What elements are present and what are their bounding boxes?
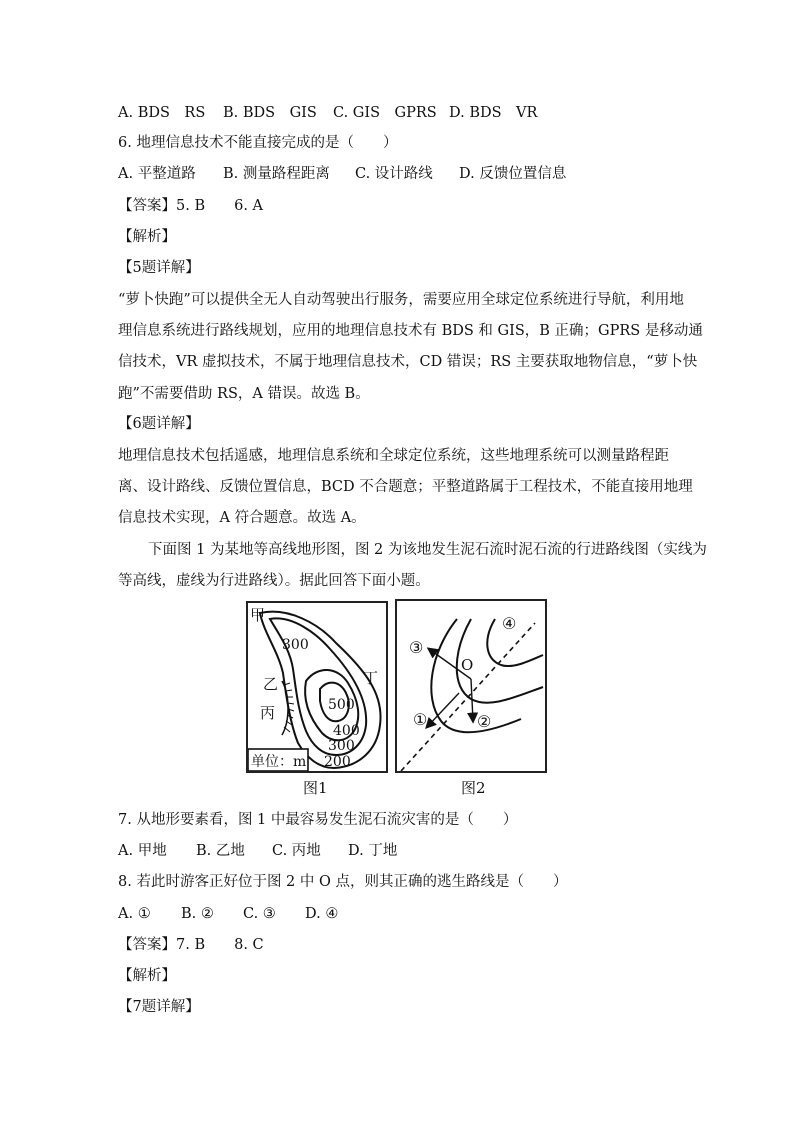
figure2-route-map (395, 599, 547, 773)
q8-options (118, 904, 338, 924)
q7-stem: 7. 从地形要素看，图 1 中最容易发生泥石流灾害的是（ ） (118, 812, 518, 828)
q5-detail-line: 理信息系统进行路线规划，应用的地理信息技术有 BDS 和 GIS，B 正确；GPRS 是移动通 (118, 323, 703, 339)
answer-5-6: 【答案】5. B 6. A (118, 198, 264, 214)
q6-option-c: C. 设计路线 (355, 166, 433, 182)
route-label-4: ④ (502, 614, 517, 633)
q8-option-c: C. ③ (243, 906, 276, 922)
q7-option-d: D. 丁地 (348, 843, 398, 859)
q5-detail-line: 信技术，VR 虚拟技术，不属于地理信息技术，CD 错误；RS 主要获取地物信息，“萝卜快 (118, 354, 698, 370)
q7-option-b: B. 乙地 (196, 843, 245, 859)
contour-label-200: 200 (324, 754, 351, 770)
analysis-label-2: 【解析】 (118, 968, 176, 984)
figure2-caption: 图2 (461, 779, 486, 797)
q6-option-d: D. 反馈位置信息 (459, 166, 567, 182)
cliff-line (282, 681, 288, 735)
unit-label: 单位：m (251, 754, 307, 770)
q7-options (118, 841, 397, 861)
point-label-o: O (461, 656, 474, 674)
contour-label-300: 300 (328, 738, 355, 754)
figure2-drawing (397, 601, 545, 771)
figure1-caption: 图1 (303, 779, 328, 797)
route-label-3: ③ (409, 638, 424, 657)
intro-line: 下面图 1 为某地等高线地形图，图 2 为该地发生泥石流时泥石流的行进路线图（实线为 (148, 542, 707, 558)
q6-detail-line: 离、设计路线、反馈位置信息，BCD 不合题意；平整道路属于工程技术，不能直接用地理 (118, 479, 693, 495)
q5-option-d: D. BDS VR (449, 105, 538, 121)
intro-line: 等高线，虚线为行进路线）。据此回答下面小题。 (118, 573, 430, 589)
q5-detail-label: 【5题详解】 (118, 260, 200, 276)
contour-label-300-top: 300 (282, 637, 309, 653)
q8-stem: 8. 若此时游客正好位于图 2 中 O 点，则其正确的逃生路线是（ ） (118, 874, 568, 890)
q5-option-a: A. BDS RS (118, 105, 206, 121)
figure1-contour-map (246, 601, 388, 773)
q5-option-b: B. BDS GIS (223, 105, 317, 121)
q6-detail-label: 【6题详解】 (118, 416, 200, 432)
escape-arrow-2 (471, 679, 473, 721)
q8-option-a: A. ① (118, 906, 151, 922)
q7-option-a: A. 甲地 (118, 843, 167, 859)
figure1-drawing (248, 603, 386, 771)
q5-detail-line: 跑”不需要借助 RS，A 错误。故选 B。 (118, 386, 370, 402)
contour-label-400: 400 (333, 723, 360, 739)
place-label-yi: 乙 (263, 675, 279, 693)
q6-stem: 6. 地理信息技术不能直接完成的是（ ） (118, 135, 398, 151)
q8-option-b: B. ② (181, 906, 214, 922)
place-label-bing: 丙 (260, 704, 276, 722)
q6-detail-line: 地理信息技术包括遥感，地理信息系统和全球定位系统，这些地理系统可以测量路程距 (118, 448, 669, 464)
route-label-1: ① (413, 710, 428, 729)
q6-options (118, 164, 566, 184)
q6-option-b: B. 测量路程距离 (223, 166, 330, 182)
contour-label-500: 500 (328, 697, 355, 713)
place-label-ding: 丁 (363, 669, 379, 687)
q7-option-c: C. 丙地 (272, 843, 321, 859)
q5-options (118, 103, 537, 123)
q5-detail-line: “萝卜快跑”可以提供全无人自动驾驶出行服务，需要应用全球定位系统进行导航，利用地 (118, 292, 684, 308)
answer-7-8: 【答案】7. B 8. C (118, 937, 264, 953)
place-label-jia: 甲 (250, 606, 266, 624)
q6-option-a: A. 平整道路 (118, 166, 196, 182)
route-label-2: ② (477, 712, 492, 731)
q8-option-d: D. ④ (305, 906, 339, 922)
analysis-label: 【解析】 (118, 229, 176, 245)
q5-option-c: C. GIS GPRS (333, 105, 437, 121)
q7-detail-label: 【7题详解】 (118, 999, 200, 1015)
q6-detail-line: 信息技术实现，A 符合题意。故选 A。 (118, 510, 366, 526)
